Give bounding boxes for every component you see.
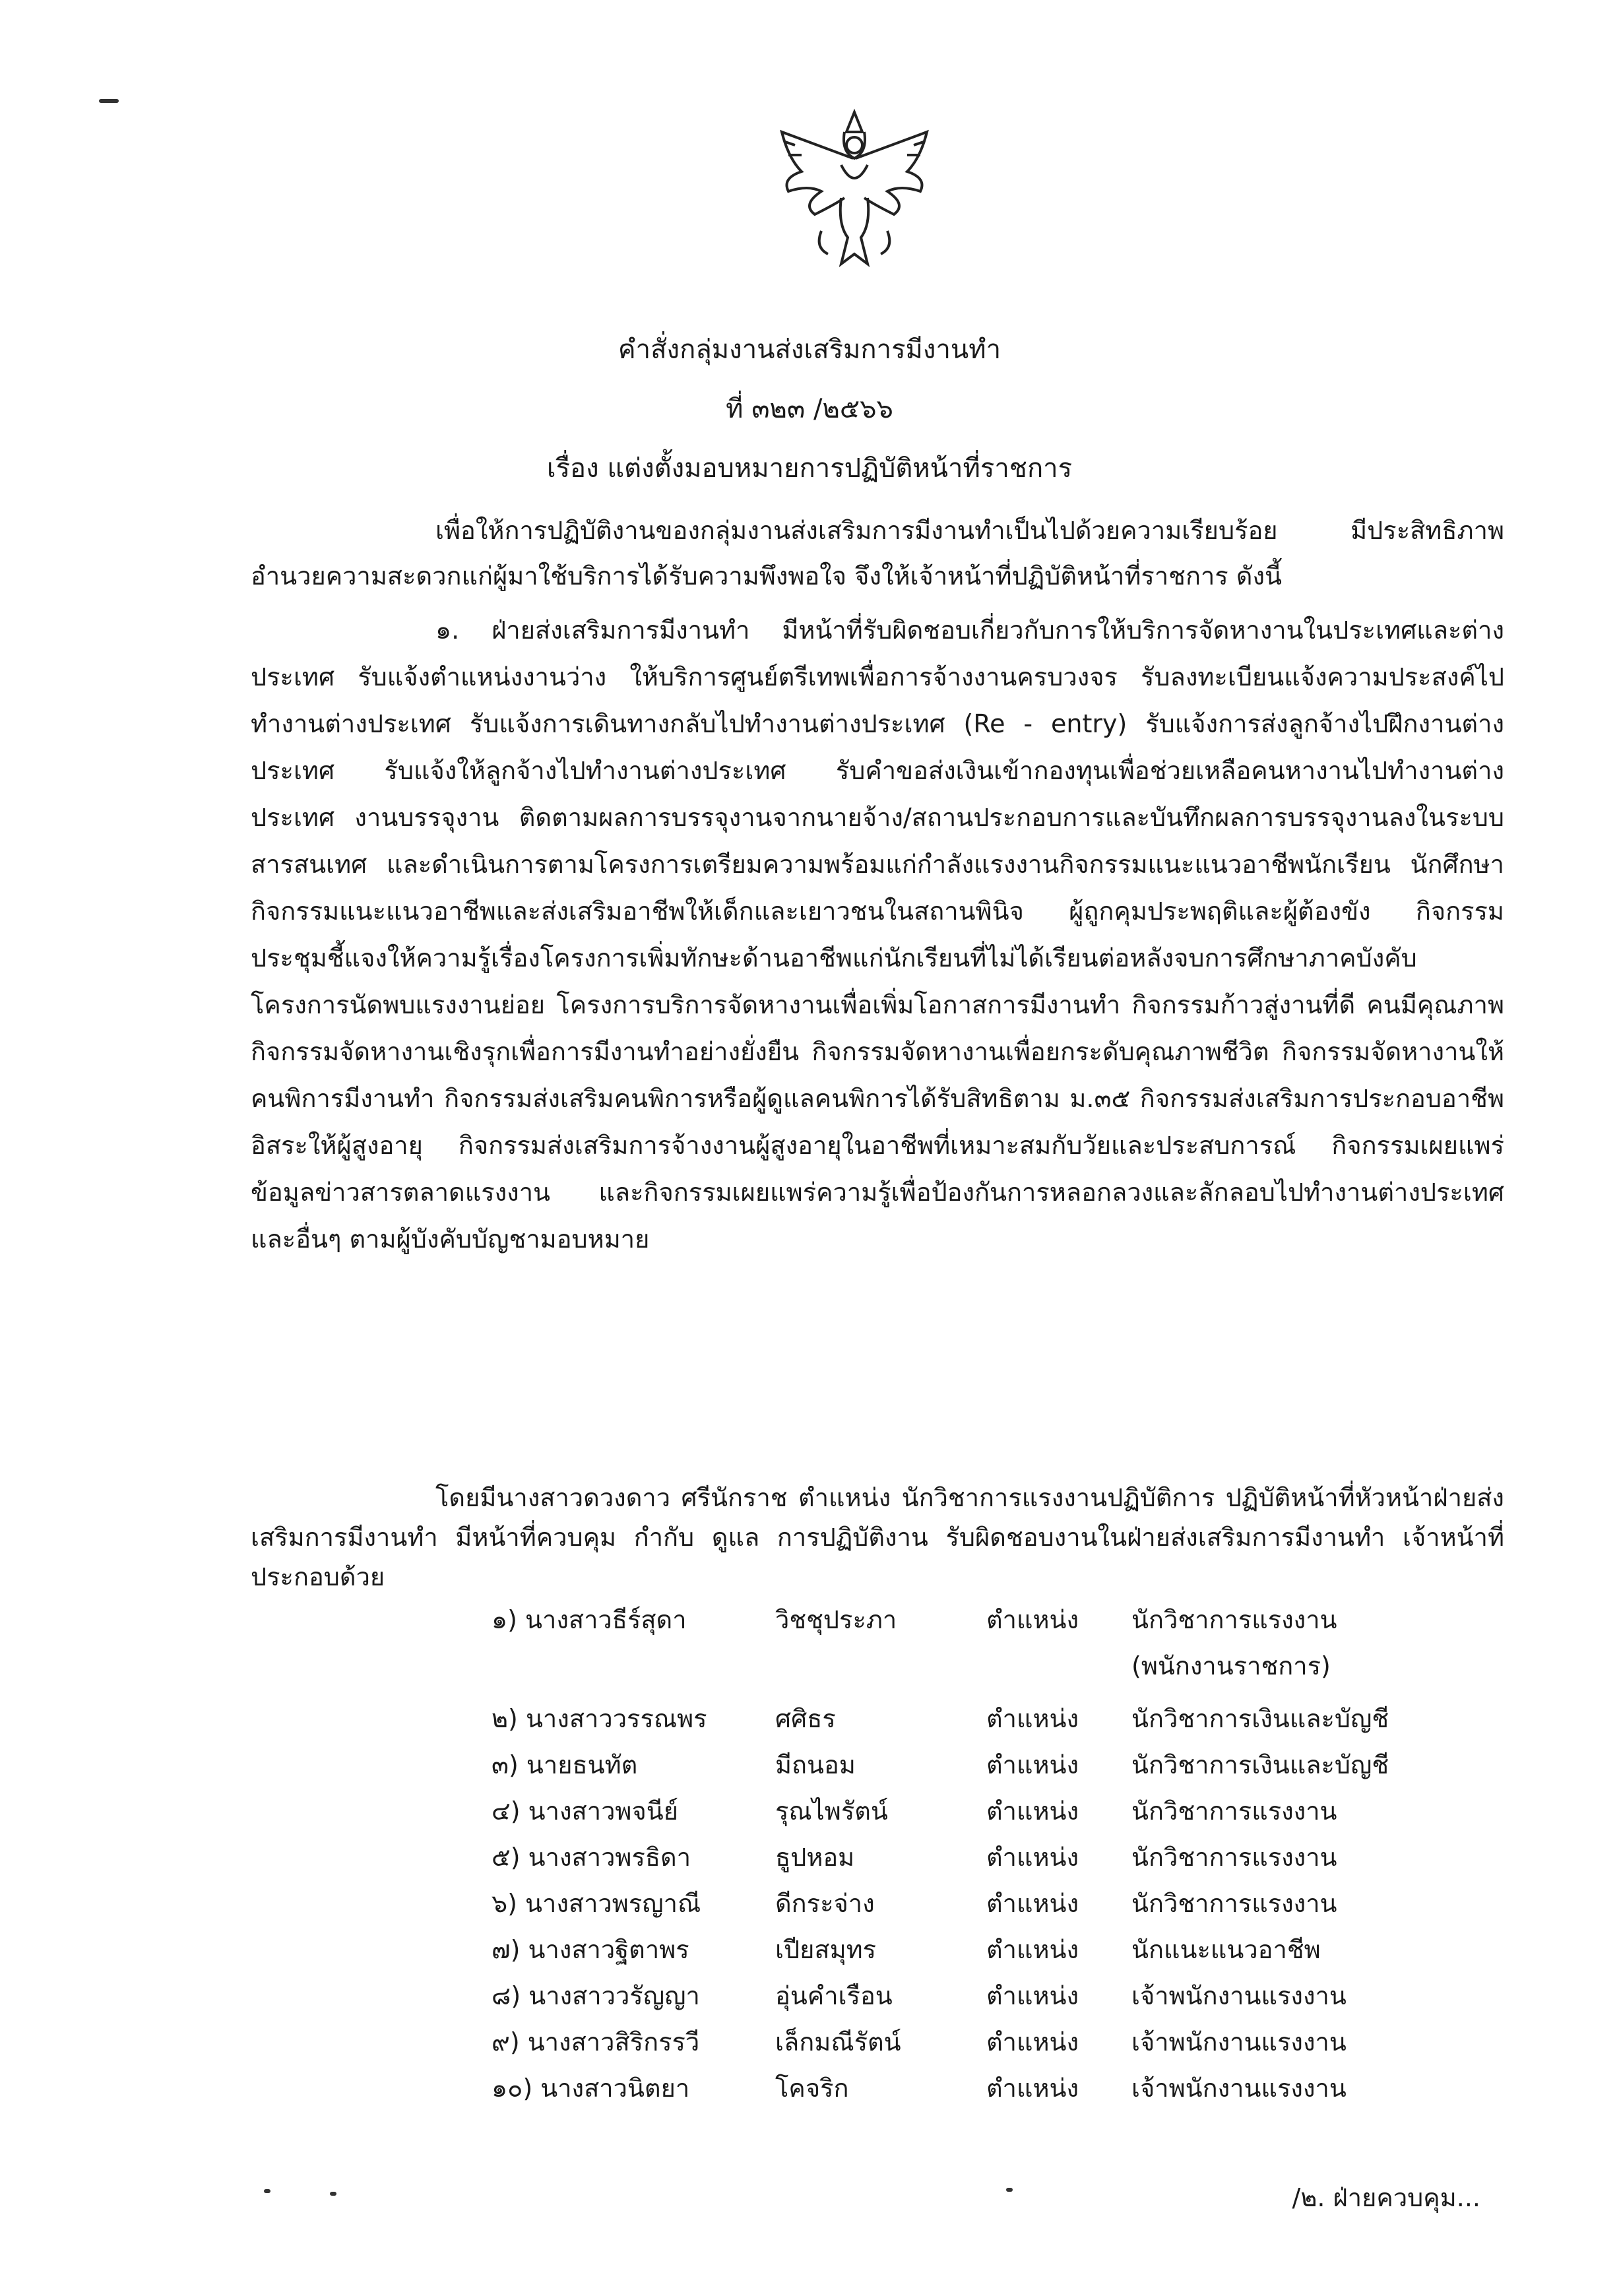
- staff-row: [492, 2019, 1547, 2065]
- staff-role: นักวิชาการแรงงาน: [1131, 1843, 1337, 1872]
- staff-name: ๑๐) นางสาวนิตยา: [492, 2074, 690, 2103]
- staff-role: นักวิชาการแรงงาน: [1131, 1797, 1337, 1826]
- staff-surname: เปียสมุทร: [775, 1935, 877, 1964]
- position-label: ตำแหน่ง: [986, 2074, 1079, 2103]
- position-label: ตำแหน่ง: [986, 1843, 1079, 1872]
- staff-name: ๔) นางสาวพจนีย์: [492, 1797, 678, 1826]
- continuation-note: /๒. ฝ่ายควบคุม...: [1292, 2183, 1480, 2212]
- staff-role: เจ้าพนักงานแรงงาน: [1131, 2027, 1347, 2057]
- staff-surname: ศศิธร: [775, 1704, 836, 1733]
- order-number: ที่ ๓๒๓ /๒๕๖๖: [726, 394, 893, 424]
- garuda-emblem-icon: [775, 106, 934, 277]
- position-label: ตำแหน่ง: [986, 1750, 1079, 1779]
- intro-paragraph: เพื่อให้การปฏิบัติงานของกลุ่มงานส่งเสริมการมีงานทำเป็นไปด้วยความเรียบร้อย มีประสิทธิภาพ อำนวยความสะดวกแก่ผู้มาใช้บริการได้รับความพึงพอใจ จึงให้เจ้าหน้าที่ปฏิบัติหน้าที่ราชการ ดังนี้: [251, 516, 1504, 590]
- staff-name: ๘) นางสาววรัญญา: [492, 1981, 700, 2010]
- staff-surname: เล็กมณีรัตน์: [775, 2027, 901, 2057]
- staff-surname: ธูปหอม: [775, 1843, 855, 1872]
- supervisor-paragraph: โดยมีนางสาวดวงดาว ศรีนักราช ตำแหน่ง นักวิชาการแรงงานปฏิบัติการ ปฏิบัติหน้าที่หัวหน้าฝ่ายส่งเสริมการมีงานทำ มีหน้าที่ควบคุม กำกับ ดูแล การปฏิบัติงาน รับผิดชอบงานในฝ่ายส่งเสริมการมีงานทำ เจ้าหน้าที่ประกอบด้วย: [251, 1483, 1504, 1591]
- position-label: ตำแหน่ง: [986, 1935, 1079, 1964]
- staff-surname: โคจริก: [775, 2074, 849, 2103]
- staff-name: ๖) นางสาวพรญาณี: [492, 1889, 701, 1918]
- order-title: คำสั่งกลุ่มงานส่งเสริมการมีงานทำ: [618, 335, 1001, 365]
- staff-surname: มีถนอม: [775, 1750, 856, 1779]
- staff-surname: อุ่นคำเรือน: [775, 1981, 893, 2010]
- staff-role: เจ้าพนักงานแรงงาน: [1131, 2074, 1347, 2103]
- scan-speck: [330, 2192, 336, 2196]
- staff-surname: ดีกระจ่าง: [775, 1889, 875, 1918]
- position-label: ตำแหน่ง: [986, 1797, 1079, 1826]
- staff-name: ๙) นางสาวสิริกรรวี: [492, 2027, 700, 2057]
- staff-row: [492, 2065, 1547, 2111]
- staff-name: ๑) นางสาวธีร์สุดา: [492, 1605, 687, 1634]
- staff-row: [492, 1973, 1547, 2019]
- position-label: ตำแหน่ง: [986, 1981, 1079, 2010]
- staff-name: ๓) นายธนทัต: [492, 1750, 638, 1779]
- position-label: ตำแหน่ง: [986, 1889, 1079, 1918]
- staff-role: [1131, 1597, 1547, 1689]
- staff-role: นักวิชาการเงินและบัญชี: [1131, 1750, 1389, 1779]
- staff-row: [492, 1696, 1547, 1742]
- scan-speck: [1006, 2188, 1013, 2192]
- staff-role-title: นักวิชาการแรงงาน: [1131, 1605, 1337, 1634]
- scan-speck: [99, 99, 119, 103]
- position-label: ตำแหน่ง: [986, 2027, 1079, 2057]
- staff-role: นักแนะแนวอาชีพ: [1131, 1935, 1321, 1964]
- staff-role: นักวิชาการเงินและบัญชี: [1131, 1704, 1389, 1733]
- section1-paragraph: ๑. ฝ่ายส่งเสริมการมีงานทำ มีหน้าที่รับผิดชอบเกี่ยวกับการให้บริการจัดหางานในประเทศและต่างประเทศ รับแจ้งตำแหน่งงานว่าง ให้บริการศูนย์ตรีเทพเพื่อการจ้างงานครบวงจร รับลงทะเบียนแจ้งความประสงค์ไปทำงานต่างประเทศ รับแจ้งการเดินทางกลับไปทำงานต่างประเทศ (Re - entry) รับแจ้งการส่งลูกจ้างไปฝึกงานต่างประเทศ รับแจ้งให้ลูกจ้างไปทำงานต่างประเทศ รับคำขอส่งเงินเข้ากองทุนเพื่อช่วยเหลือคนหางานไปทำงานต่างประเทศ งานบรรจุงาน ติดตามผลการบรรจุงานจากนายจ้าง/สถานประกอบการและบันทึกผลการบรรจุงานลงในระบบสารสนเทศ และดำเนินการตามโครงการเตรียมความพร้อมแก่กำลังแรงงานกิจกรรมแนะแนวอาชีพนักเรียน นักศึกษา กิจกรรมแนะแนวอาชีพและส่งเสริมอาชีพให้เด็กและเยาวชนในสถานพินิจ ผู้ถูกคุมประพฤติและผู้ต้องขัง กิจกรรมประชุมชี้แจงให้ความรู้เรื่องโครงการเพิ่มทักษะด้านอาชีพแก่นักเรียนที่ไม่ได้เรียนต่อหลังจบการศึกษาภาคบังคับ โครงการนัดพบแรงงานย่อย โครงการบริการจัดหางานเพื่อเพิ่มโอกาสการมีงานทำ กิจกรรมก้าวสู่งานที่ดี คนมีคุณภาพ กิจกรรมจัดหางานเชิงรุกเพื่อการมีงานทำอย่างยั่งยืน กิจกรรมจัดหางานเพื่อยกระดับคุณภาพชีวิต กิจกรรมจัดหางานให้คนพิการมีงานทำ กิจกรรมส่งเสริมคนพิการหรือผู้ดูแลคนพิการได้รับสิทธิตาม ม.๓๕ กิจกรรมส่งเสริมการประกอบอาชีพอิสระให้ผู้สูงอายุ กิจกรรมส่งเสริมการจ้างงานผู้สูงอายุในอาชีพที่เหมาะสมกับวัยและประสบการณ์ กิจกรรมเผยแพร่ข้อมูลข่าวสารตลาดแรงงาน และกิจกรรมเผยแพร่ความรู้เพื่อป้องกันการหลอกลวงและลักลอบไปทำงานต่างประเทศ และอื่นๆ ตามผู้บังคับบัญชามอบหมาย: [251, 616, 1505, 1254]
- staff-name: ๒) นางสาววรรณพร: [492, 1704, 707, 1733]
- staff-row: [492, 1927, 1547, 1973]
- staff-row: [492, 1742, 1547, 1788]
- staff-surname: วิชชุประภา: [775, 1605, 897, 1634]
- staff-role: เจ้าพนักงานแรงงาน: [1131, 1981, 1347, 2010]
- position-label: ตำแหน่ง: [986, 1605, 1079, 1634]
- staff-surname: รุณไพรัตน์: [775, 1797, 888, 1826]
- staff-row: [492, 1788, 1547, 1834]
- scan-speck: [264, 2189, 270, 2193]
- position-label: ตำแหน่ง: [986, 1704, 1079, 1733]
- staff-role: นักวิชาการแรงงาน: [1131, 1889, 1337, 1918]
- staff-row: [492, 1834, 1547, 1880]
- staff-name: ๗) นางสาวฐิตาพร: [492, 1935, 689, 1964]
- staff-role-note: (พนักงานราชการ): [1131, 1651, 1331, 1680]
- staff-name: ๕) นางสาวพรธิดา: [492, 1843, 691, 1872]
- staff-row: [492, 1880, 1547, 1927]
- staff-list: [492, 1597, 1547, 2111]
- order-subject: เรื่อง แต่งตั้งมอบหมายการปฏิบัติหน้าที่ราชการ: [546, 453, 1073, 484]
- staff-row: [492, 1597, 1547, 1689]
